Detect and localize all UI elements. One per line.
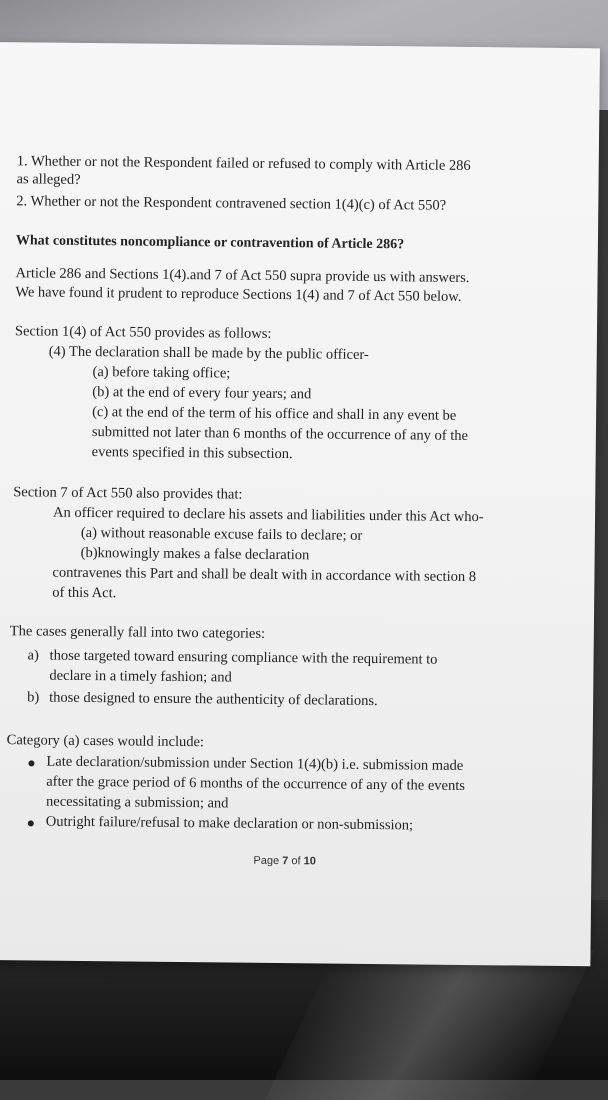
section-7-tail-line-1: contravenes this Part and shall be dealt with in accordance with section 8 (52, 564, 477, 586)
section-7-sub: An officer required to declare his assets and liabilities under this Act who- (52, 504, 484, 526)
section-7-lead: Section 7 of Act 550 also provides that: (13, 484, 243, 503)
issue-1-line-1: 1. Whether or not the Respondent failed or refused to comply with Article 286 (16, 153, 471, 174)
section-1-4-item-b: (b) at the end of every four years; and (92, 384, 312, 403)
section-1-4-item-a: (a) before taking office; (92, 364, 231, 382)
section-1-4-lead: Section 1(4) of Act 550 provides as follows: (14, 323, 272, 342)
section-1-4-item-c-line-2: submitted not later than 6 months of the occurrence of any of the (91, 424, 469, 444)
category-a-line-1: those targeted toward ensuring compliance with the requirement to (49, 647, 438, 668)
category-b-label: b) (27, 689, 40, 706)
section-1-4-item-c-line-1: (c) at the end of the term of his office and shall in any event be (92, 404, 457, 424)
category-a-line-2: declare in a timely fashion; and (49, 667, 232, 686)
categories-lead: The cases generally fall into two categories: (9, 623, 266, 642)
section-7-item-b: (b)knowingly makes a false declaration (80, 544, 310, 564)
page-number-current: 7 (282, 855, 289, 868)
bullet-icon (28, 760, 34, 766)
page-number-middle: of (288, 855, 304, 868)
bullet-1-line-1: Late declaration/submission under Section 1(4)(b) i.e. submission made (46, 753, 464, 774)
bullet-icon (28, 820, 34, 826)
section-7-tail-line-2: of this Act. (52, 584, 117, 602)
page-number (253, 855, 316, 868)
intro-line-2: We have found it prudent to reproduce Sections 1(4) and 7 of Act 550 below. (15, 284, 462, 305)
bullet-1-line-2: after the grace period of 6 months of the occurrence of any of the events (46, 773, 466, 794)
section-1-4-item-c-line-3: events specified in this subsection. (91, 444, 293, 463)
section-1-4-sub: (4) The declaration shall be made by the public officer- (48, 343, 369, 363)
issue-2: 2. Whether or not the Respondent contravened section 1(4)(c) of Act 550? (16, 193, 447, 214)
section-heading: What constitutes noncompliance or contravention of Article 286? (15, 233, 405, 253)
page-number-prefix: Page (253, 854, 283, 868)
bullet-1-line-3: necessitating a submission; and (45, 793, 229, 812)
bullet-2: Outright failure/refusal to make declaration or non-submission; (45, 813, 414, 834)
category-a-cases-lead: Category (a) cases would include: (6, 732, 205, 751)
section-7-item-a: (a) without reasonable excuse fails to declare; or (80, 524, 363, 544)
category-a-label: a) (27, 647, 39, 664)
category-b-line-1: those designed to ensure the authenticity of declarations. (49, 689, 378, 710)
document-page (0, 42, 600, 966)
issue-1-line-2: as alleged? (16, 171, 81, 188)
page-number-total: 10 (303, 855, 316, 868)
intro-line-1: Article 286 and Sections 1(4).and 7 of Act 550 supra provide us with answers. (15, 265, 470, 286)
